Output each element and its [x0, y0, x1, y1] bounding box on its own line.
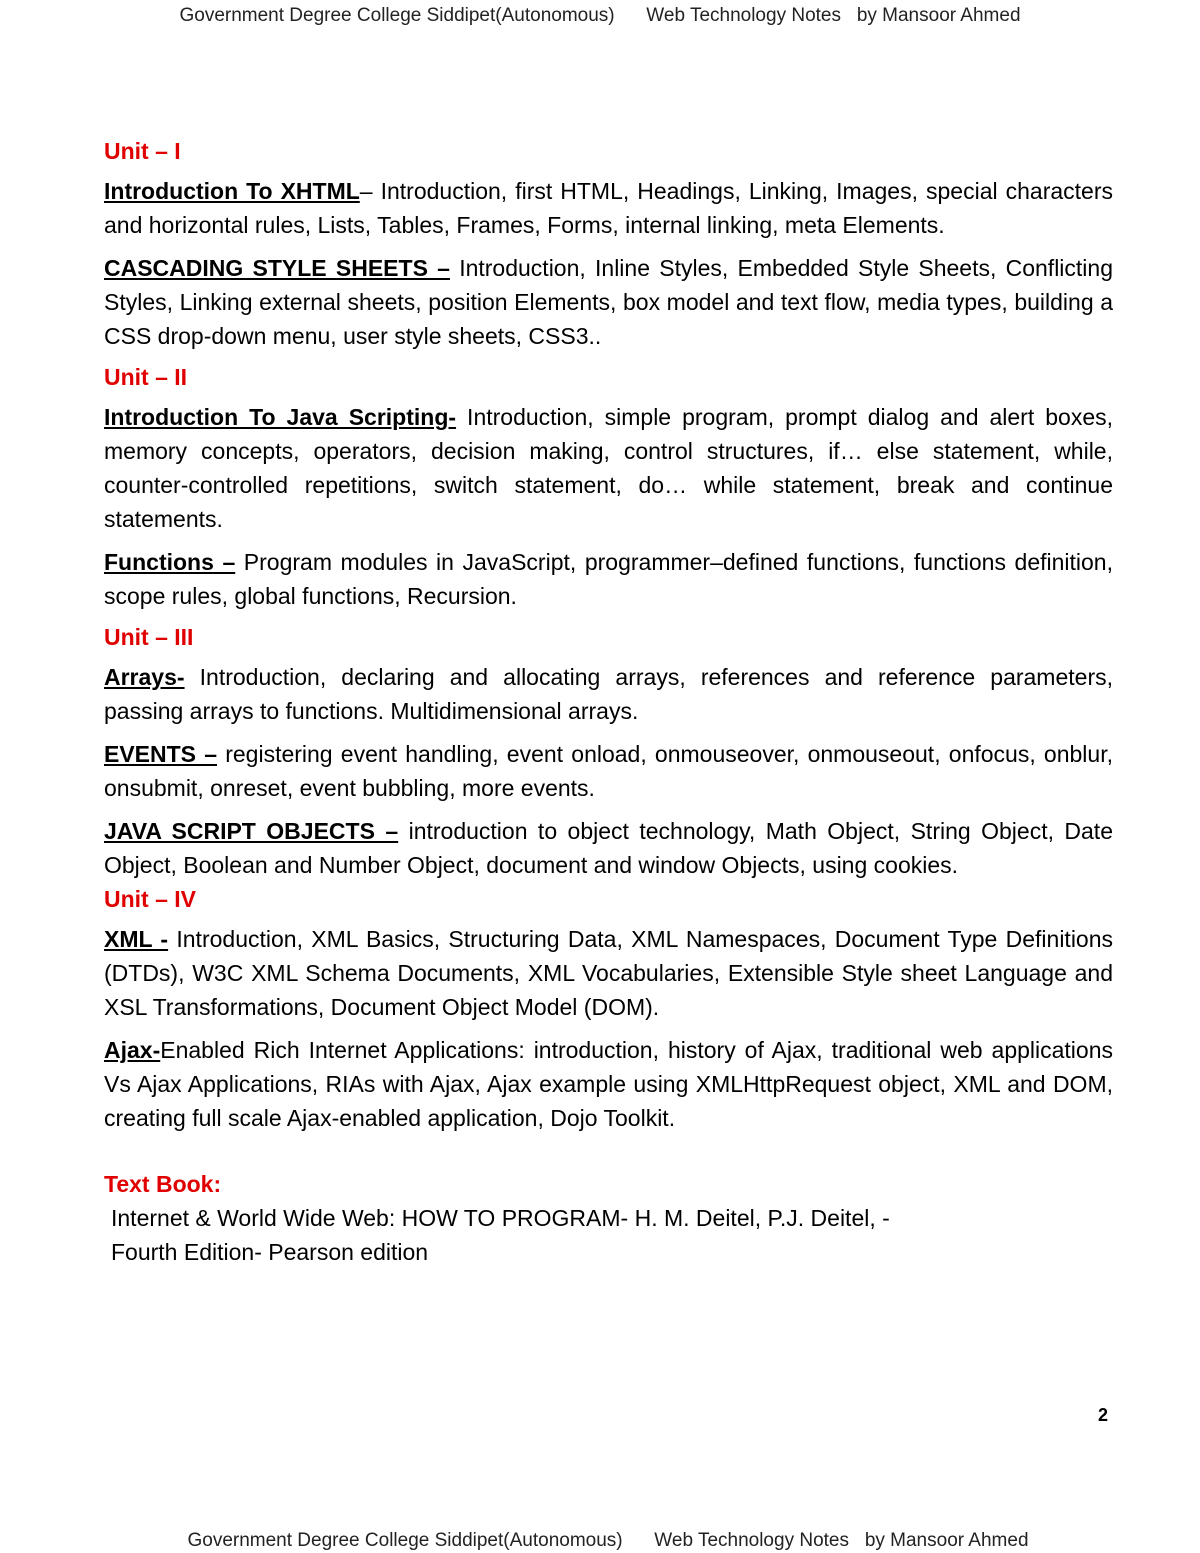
page-number: 2 [1098, 1405, 1109, 1425]
section-js-objects [104, 814, 1113, 882]
section-term: JAVA SCRIPT OBJECTS – [104, 818, 399, 844]
section-ajax [104, 1033, 1113, 1135]
section-term: Ajax- [104, 1037, 161, 1063]
section-text: Introduction, declaring and allocating arrays, references and reference parameters, passing arrays to functions. Multidimensional arrays. [104, 664, 1113, 724]
textbook-line-2: Fourth Edition- Pearson edition [111, 1239, 429, 1265]
section-term: EVENTS – [104, 741, 218, 767]
section-text: Introduction, simple program, prompt dialog and alert boxes, memory concepts, operators, decision making, control structures, if… else statement, while, counter-controlled repetitions, switch statement, do… while statement, break and continue statements. [104, 404, 1114, 532]
page-header: Government Degree College Siddipet(Autonomous) Web Technology Notes by Mansoor Ahmed [179, 5, 1021, 26]
page-footer: Government Degree College Siddipet(Autonomous) Web Technology Notes by Mansoor Ahmed [187, 1530, 1029, 1551]
section-xhtml [104, 174, 1113, 242]
unit-1-heading: Unit – I [104, 138, 181, 164]
section-events [104, 737, 1113, 805]
section-arrays [104, 660, 1113, 728]
unit-2-heading: Unit – II [104, 364, 188, 390]
section-text: introduction to object technology, Math Object, String Object, Date Object, Boolean and Number Object, document and window Objects, using cookies. [104, 818, 1113, 878]
section-javascript [104, 400, 1113, 536]
section-term: XML - [104, 926, 169, 952]
section-term: Introduction To Java Scripting- [104, 404, 457, 430]
section-xml [104, 922, 1113, 1024]
textbook-line-1: Internet & World Wide Web: HOW TO PROGRAM- H. M. Deitel, P.J. Deitel, - [111, 1205, 890, 1231]
section-css [104, 251, 1113, 353]
section-text: Introduction, Inline Styles, Embedded Style Sheets, Conflicting Styles, Linking external sheets, position Elements, box model and text flow, media types, building a CSS drop-down menu, user style sheets, CSS3.. [104, 255, 1113, 349]
section-text: registering event handling, event onload, onmouseover, onmouseout, onfocus, onblur, onsubmit, onreset, event bubbling, more events. [104, 741, 1113, 801]
section-term: Functions – [104, 549, 236, 575]
section-term: Arrays- [104, 664, 185, 690]
section-term: Introduction To XHTML [104, 178, 360, 204]
unit-3-heading: Unit – III [104, 624, 194, 650]
section-functions [104, 545, 1113, 613]
unit-4-heading: Unit – IV [104, 886, 197, 912]
section-text: Program modules in JavaScript, programmer–defined functions, functions definition, scope rules, global functions, Recursion. [104, 549, 1113, 609]
section-text: Introduction, XML Basics, Structuring Data, XML Namespaces, Document Type Definitions (DTDs), W3C XML Schema Documents, XML Vocabularies, Extensible Style sheet Language and XSL Transformations, Document Object Model (DOM). [104, 926, 1114, 1020]
textbook-heading: Text Book: [104, 1171, 222, 1197]
section-text: Enabled Rich Internet Applications: introduction, history of Ajax, traditional web applications Vs Ajax Applications, RIAs with Ajax, Ajax example using XMLHttpRequest object, XML and DOM, creating full scale Ajax-enabled application, Dojo Toolkit. [104, 1037, 1113, 1131]
section-term: CASCADING STYLE SHEETS – [104, 255, 450, 281]
section-text: – Introduction, first HTML, Headings, Linking, Images, special characters and horizontal rules, Lists, Tables, Frames, Forms, internal linking, meta Elements. [104, 178, 1113, 238]
syllabus-content [104, 136, 1113, 1269]
